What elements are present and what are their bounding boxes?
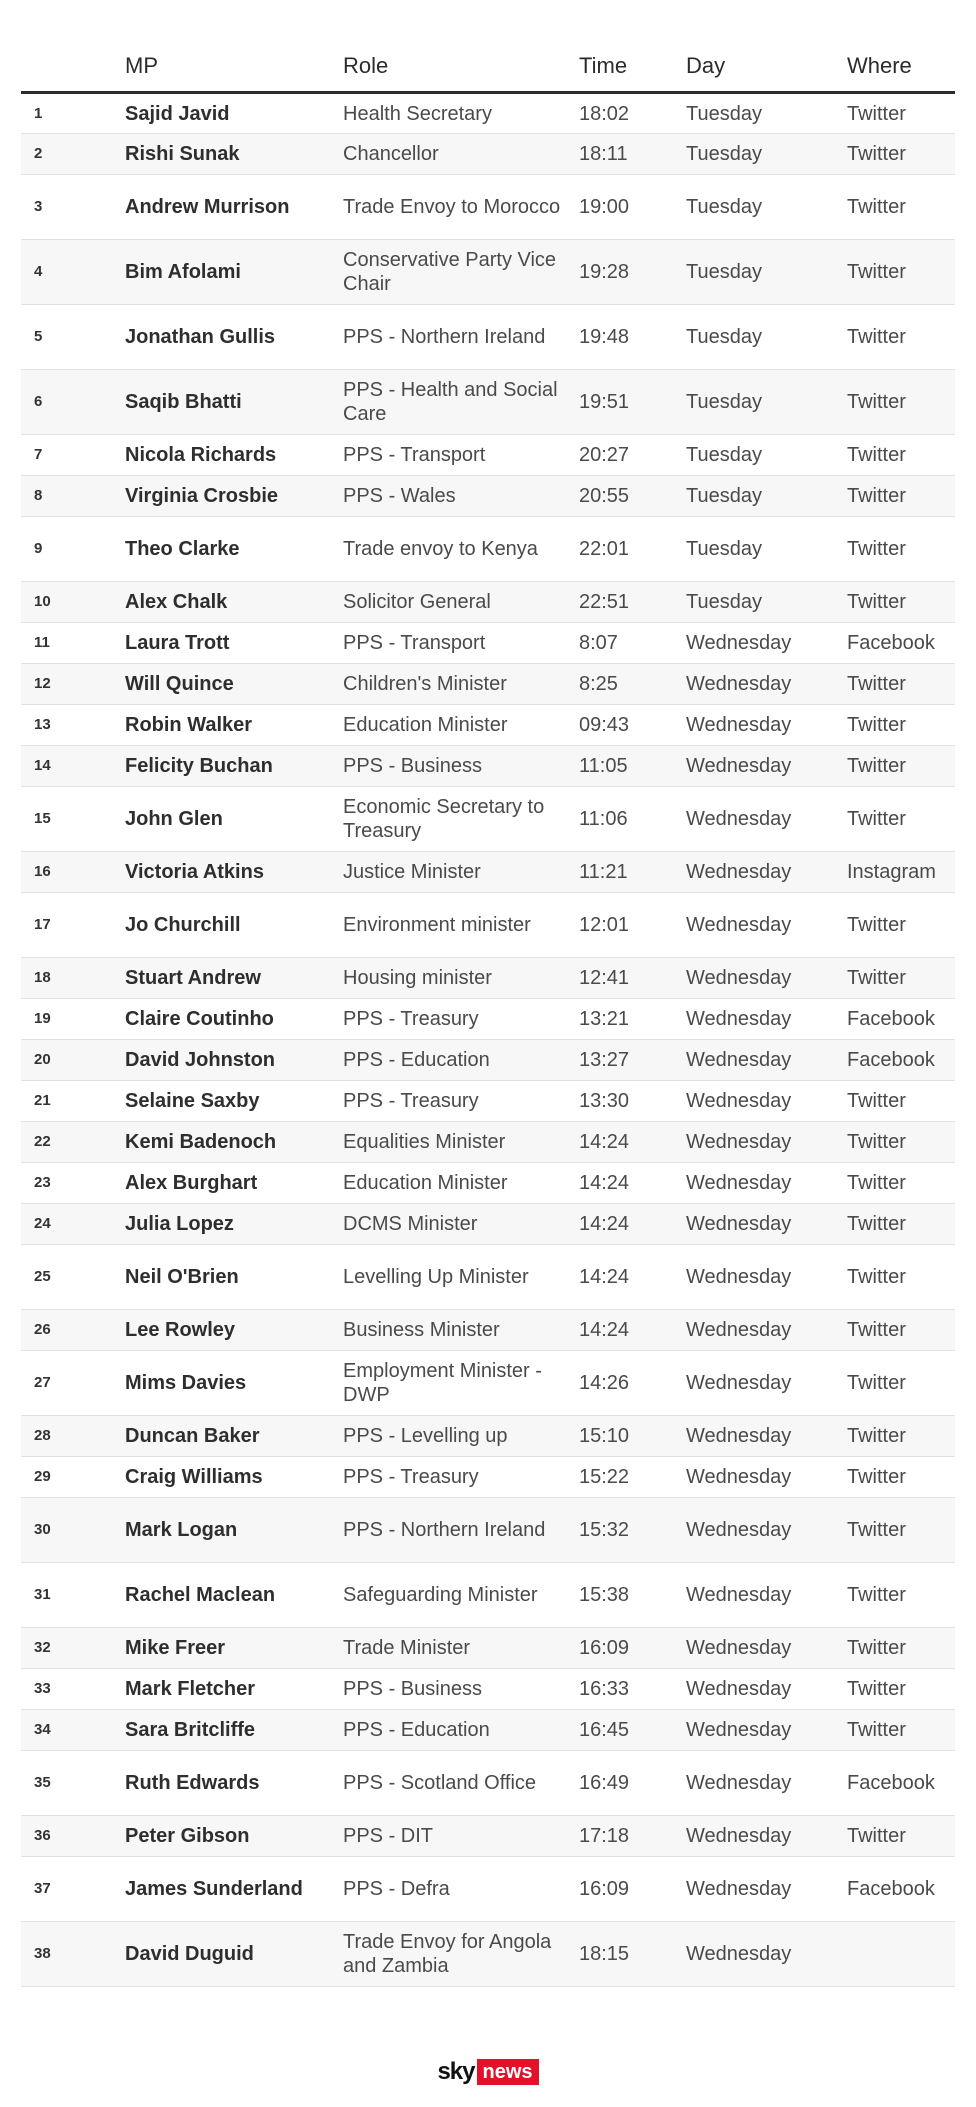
cell-role: Environment minister (343, 893, 579, 958)
cell-time: 20:27 (579, 435, 686, 476)
table-row (21, 175, 955, 240)
cell-num: 12 (21, 664, 125, 705)
cell-role: PPS - Treasury (343, 1081, 579, 1122)
cell-time: 15:22 (579, 1457, 686, 1498)
cell-role: PPS - Wales (343, 476, 579, 517)
cell-mp: Julia Lopez (125, 1204, 343, 1245)
cell-mp: Stuart Andrew (125, 958, 343, 999)
cell-num: 14 (21, 746, 125, 787)
sky-news-logo (0, 2058, 976, 2086)
cell-day: Wednesday (686, 1040, 847, 1081)
cell-day: Wednesday (686, 893, 847, 958)
cell-day: Wednesday (686, 1498, 847, 1563)
cell-num: 27 (21, 1351, 125, 1416)
header-num (21, 40, 125, 93)
table-row (21, 852, 955, 893)
cell-day: Wednesday (686, 664, 847, 705)
cell-day: Tuesday (686, 370, 847, 435)
cell-mp: Laura Trott (125, 623, 343, 664)
cell-mp: Mark Fletcher (125, 1669, 343, 1710)
cell-role: PPS - Northern Ireland (343, 1498, 579, 1563)
cell-where: Twitter (847, 305, 955, 370)
cell-day: Wednesday (686, 1122, 847, 1163)
header-mp: MP (125, 40, 343, 93)
cell-time: 22:01 (579, 517, 686, 582)
cell-num: 38 (21, 1922, 125, 1987)
cell-day: Tuesday (686, 517, 847, 582)
cell-role: PPS - Education (343, 1710, 579, 1751)
cell-day: Wednesday (686, 1351, 847, 1416)
cell-mp: Victoria Atkins (125, 852, 343, 893)
cell-where: Twitter (847, 958, 955, 999)
cell-time: 8:25 (579, 664, 686, 705)
cell-where: Twitter (847, 240, 955, 305)
cell-role: Equalities Minister (343, 1122, 579, 1163)
cell-day: Wednesday (686, 1628, 847, 1669)
logo-news-badge: news (477, 2059, 539, 2085)
cell-mp: Peter Gibson (125, 1816, 343, 1857)
cell-num: 9 (21, 517, 125, 582)
cell-day: Wednesday (686, 1457, 847, 1498)
cell-time: 15:10 (579, 1416, 686, 1457)
table-row (21, 1310, 955, 1351)
resignations-table-container (21, 40, 955, 1987)
cell-role: Safeguarding Minister (343, 1563, 579, 1628)
cell-where: Facebook (847, 623, 955, 664)
cell-where: Twitter (847, 93, 955, 134)
cell-time: 15:32 (579, 1498, 686, 1563)
cell-time: 11:06 (579, 787, 686, 852)
cell-day: Wednesday (686, 1416, 847, 1457)
cell-time: 12:01 (579, 893, 686, 958)
table-row (21, 1710, 955, 1751)
header-where: Where (847, 40, 955, 93)
cell-mp: Robin Walker (125, 705, 343, 746)
cell-mp: Theo Clarke (125, 517, 343, 582)
table-row (21, 305, 955, 370)
cell-where: Twitter (847, 1457, 955, 1498)
cell-num: 8 (21, 476, 125, 517)
cell-role: Trade Minister (343, 1628, 579, 1669)
cell-num: 28 (21, 1416, 125, 1457)
cell-num: 26 (21, 1310, 125, 1351)
cell-mp: Sara Britcliffe (125, 1710, 343, 1751)
cell-num: 33 (21, 1669, 125, 1710)
cell-mp: Jonathan Gullis (125, 305, 343, 370)
cell-num: 16 (21, 852, 125, 893)
cell-where: Twitter (847, 175, 955, 240)
cell-where: Twitter (847, 1710, 955, 1751)
cell-day: Tuesday (686, 240, 847, 305)
cell-where: Twitter (847, 370, 955, 435)
cell-where: Twitter (847, 1416, 955, 1457)
cell-mp: Duncan Baker (125, 1416, 343, 1457)
cell-role: PPS - Transport (343, 435, 579, 476)
cell-role: Health Secretary (343, 93, 579, 134)
cell-role: PPS - Education (343, 1040, 579, 1081)
cell-day: Wednesday (686, 1310, 847, 1351)
cell-mp: Saqib Bhatti (125, 370, 343, 435)
cell-num: 4 (21, 240, 125, 305)
cell-num: 10 (21, 582, 125, 623)
table-row (21, 1351, 955, 1416)
table-row (21, 1040, 955, 1081)
cell-mp: Bim Afolami (125, 240, 343, 305)
cell-role: PPS - Treasury (343, 999, 579, 1040)
cell-time: 14:24 (579, 1163, 686, 1204)
cell-where: Twitter (847, 1563, 955, 1628)
table-body (21, 93, 955, 1987)
cell-day: Wednesday (686, 787, 847, 852)
table-row (21, 1857, 955, 1922)
cell-where: Twitter (847, 787, 955, 852)
cell-day: Wednesday (686, 1163, 847, 1204)
cell-time: 14:24 (579, 1122, 686, 1163)
cell-time: 13:30 (579, 1081, 686, 1122)
cell-time: 19:00 (579, 175, 686, 240)
cell-mp: Alex Burghart (125, 1163, 343, 1204)
table-row (21, 1204, 955, 1245)
header-time: Time (579, 40, 686, 93)
cell-day: Wednesday (686, 999, 847, 1040)
cell-num: 13 (21, 705, 125, 746)
cell-num: 5 (21, 305, 125, 370)
cell-time: 14:24 (579, 1204, 686, 1245)
cell-day: Wednesday (686, 1922, 847, 1987)
cell-time: 8:07 (579, 623, 686, 664)
cell-mp: Kemi Badenoch (125, 1122, 343, 1163)
table-row (21, 1245, 955, 1310)
cell-num: 25 (21, 1245, 125, 1310)
table-row (21, 134, 955, 175)
cell-time: 09:43 (579, 705, 686, 746)
cell-mp: Sajid Javid (125, 93, 343, 134)
header-day: Day (686, 40, 847, 93)
table-row (21, 1751, 955, 1816)
cell-num: 23 (21, 1163, 125, 1204)
cell-where (847, 1922, 955, 1987)
cell-role: PPS - Levelling up (343, 1416, 579, 1457)
cell-role: Solicitor General (343, 582, 579, 623)
cell-where: Facebook (847, 1857, 955, 1922)
cell-num: 24 (21, 1204, 125, 1245)
cell-where: Twitter (847, 1081, 955, 1122)
header-row (21, 40, 955, 93)
table-row (21, 746, 955, 787)
cell-num: 21 (21, 1081, 125, 1122)
cell-day: Wednesday (686, 1563, 847, 1628)
cell-where: Twitter (847, 476, 955, 517)
table-row (21, 1122, 955, 1163)
table-row (21, 93, 955, 134)
cell-where: Twitter (847, 435, 955, 476)
table-row (21, 1457, 955, 1498)
cell-mp: Mark Logan (125, 1498, 343, 1563)
cell-role: Education Minister (343, 1163, 579, 1204)
table-row (21, 893, 955, 958)
cell-time: 13:21 (579, 999, 686, 1040)
table-row (21, 517, 955, 582)
cell-day: Wednesday (686, 746, 847, 787)
cell-mp: Felicity Buchan (125, 746, 343, 787)
table-row (21, 705, 955, 746)
cell-day: Wednesday (686, 1669, 847, 1710)
cell-time: 13:27 (579, 1040, 686, 1081)
cell-where: Twitter (847, 664, 955, 705)
cell-role: Justice Minister (343, 852, 579, 893)
table-row (21, 240, 955, 305)
cell-num: 31 (21, 1563, 125, 1628)
cell-where: Twitter (847, 746, 955, 787)
cell-role: Economic Secretary to Treasury (343, 787, 579, 852)
cell-role: Trade Envoy for Angola and Zambia (343, 1922, 579, 1987)
cell-where: Twitter (847, 1669, 955, 1710)
cell-time: 16:09 (579, 1628, 686, 1669)
cell-mp: Will Quince (125, 664, 343, 705)
header-role: Role (343, 40, 579, 93)
table-row (21, 1816, 955, 1857)
cell-time: 22:51 (579, 582, 686, 623)
cell-role: PPS - Defra (343, 1857, 579, 1922)
cell-num: 34 (21, 1710, 125, 1751)
cell-time: 19:48 (579, 305, 686, 370)
cell-num: 2 (21, 134, 125, 175)
table-row (21, 1628, 955, 1669)
cell-num: 22 (21, 1122, 125, 1163)
cell-num: 19 (21, 999, 125, 1040)
cell-role: PPS - Transport (343, 623, 579, 664)
cell-where: Twitter (847, 517, 955, 582)
cell-num: 15 (21, 787, 125, 852)
cell-mp: Rachel Maclean (125, 1563, 343, 1628)
cell-day: Tuesday (686, 435, 847, 476)
cell-role: Children's Minister (343, 664, 579, 705)
cell-day: Wednesday (686, 1204, 847, 1245)
cell-mp: Ruth Edwards (125, 1751, 343, 1816)
cell-time: 16:49 (579, 1751, 686, 1816)
cell-mp: Selaine Saxby (125, 1081, 343, 1122)
cell-where: Twitter (847, 1204, 955, 1245)
table-row (21, 958, 955, 999)
cell-mp: Rishi Sunak (125, 134, 343, 175)
cell-where: Facebook (847, 1751, 955, 1816)
cell-time: 18:15 (579, 1922, 686, 1987)
cell-time: 16:33 (579, 1669, 686, 1710)
cell-where: Twitter (847, 1351, 955, 1416)
cell-time: 19:28 (579, 240, 686, 305)
table-row (21, 787, 955, 852)
cell-role: PPS - DIT (343, 1816, 579, 1857)
cell-where: Twitter (847, 893, 955, 958)
cell-time: 11:21 (579, 852, 686, 893)
cell-where: Facebook (847, 999, 955, 1040)
cell-mp: Mims Davies (125, 1351, 343, 1416)
cell-day: Wednesday (686, 1081, 847, 1122)
cell-role: Trade Envoy to Morocco (343, 175, 579, 240)
table-row (21, 1563, 955, 1628)
table-row (21, 999, 955, 1040)
cell-where: Twitter (847, 1245, 955, 1310)
cell-where: Twitter (847, 1816, 955, 1857)
cell-time: 14:24 (579, 1310, 686, 1351)
table-row (21, 370, 955, 435)
cell-mp: Mike Freer (125, 1628, 343, 1669)
cell-where: Twitter (847, 134, 955, 175)
table-header (21, 40, 955, 93)
cell-num: 7 (21, 435, 125, 476)
cell-mp: Virginia Crosbie (125, 476, 343, 517)
cell-day: Wednesday (686, 1710, 847, 1751)
cell-num: 36 (21, 1816, 125, 1857)
cell-mp: James Sunderland (125, 1857, 343, 1922)
cell-where: Twitter (847, 1163, 955, 1204)
cell-mp: Jo Churchill (125, 893, 343, 958)
cell-role: PPS - Health and Social Care (343, 370, 579, 435)
cell-day: Wednesday (686, 1857, 847, 1922)
cell-where: Twitter (847, 1310, 955, 1351)
cell-num: 32 (21, 1628, 125, 1669)
cell-mp: Andrew Murrison (125, 175, 343, 240)
cell-role: Employment Minister - DWP (343, 1351, 579, 1416)
cell-time: 18:02 (579, 93, 686, 134)
cell-mp: Craig Williams (125, 1457, 343, 1498)
cell-mp: David Johnston (125, 1040, 343, 1081)
cell-day: Wednesday (686, 1816, 847, 1857)
table-row (21, 1081, 955, 1122)
cell-role: Education Minister (343, 705, 579, 746)
cell-num: 20 (21, 1040, 125, 1081)
cell-where: Twitter (847, 1628, 955, 1669)
table-row (21, 582, 955, 623)
cell-num: 30 (21, 1498, 125, 1563)
cell-num: 37 (21, 1857, 125, 1922)
cell-time: 11:05 (579, 746, 686, 787)
cell-day: Wednesday (686, 1245, 847, 1310)
cell-day: Wednesday (686, 852, 847, 893)
cell-role: PPS - Treasury (343, 1457, 579, 1498)
table-row (21, 1922, 955, 1987)
table-row (21, 1498, 955, 1563)
cell-mp: David Duguid (125, 1922, 343, 1987)
cell-where: Twitter (847, 705, 955, 746)
cell-role: Levelling Up Minister (343, 1245, 579, 1310)
cell-time: 20:55 (579, 476, 686, 517)
cell-num: 29 (21, 1457, 125, 1498)
cell-time: 15:38 (579, 1563, 686, 1628)
table-row (21, 435, 955, 476)
cell-mp: Alex Chalk (125, 582, 343, 623)
cell-mp: Claire Coutinho (125, 999, 343, 1040)
cell-mp: Neil O'Brien (125, 1245, 343, 1310)
cell-where: Twitter (847, 1122, 955, 1163)
cell-day: Wednesday (686, 1751, 847, 1816)
cell-day: Tuesday (686, 476, 847, 517)
cell-role: PPS - Business (343, 746, 579, 787)
cell-role: Business Minister (343, 1310, 579, 1351)
cell-time: 14:26 (579, 1351, 686, 1416)
cell-num: 1 (21, 93, 125, 134)
cell-mp: Lee Rowley (125, 1310, 343, 1351)
cell-time: 19:51 (579, 370, 686, 435)
table-row (21, 476, 955, 517)
cell-role: PPS - Scotland Office (343, 1751, 579, 1816)
cell-mp: John Glen (125, 787, 343, 852)
cell-day: Tuesday (686, 582, 847, 623)
cell-role: Conservative Party Vice Chair (343, 240, 579, 305)
cell-role: Trade envoy to Kenya (343, 517, 579, 582)
cell-num: 17 (21, 893, 125, 958)
cell-day: Tuesday (686, 134, 847, 175)
cell-role: PPS - Business (343, 1669, 579, 1710)
cell-time: 16:45 (579, 1710, 686, 1751)
table-row (21, 1163, 955, 1204)
cell-where: Facebook (847, 1040, 955, 1081)
cell-time: 17:18 (579, 1816, 686, 1857)
cell-where: Twitter (847, 1498, 955, 1563)
cell-time: 12:41 (579, 958, 686, 999)
cell-day: Wednesday (686, 705, 847, 746)
resignations-table (21, 40, 955, 1987)
cell-time: 14:24 (579, 1245, 686, 1310)
cell-role: Housing minister (343, 958, 579, 999)
cell-num: 6 (21, 370, 125, 435)
cell-where: Instagram (847, 852, 955, 893)
cell-time: 18:11 (579, 134, 686, 175)
cell-day: Tuesday (686, 175, 847, 240)
cell-where: Twitter (847, 582, 955, 623)
cell-mp: Nicola Richards (125, 435, 343, 476)
cell-role: PPS - Northern Ireland (343, 305, 579, 370)
cell-role: DCMS Minister (343, 1204, 579, 1245)
cell-num: 35 (21, 1751, 125, 1816)
cell-day: Tuesday (686, 93, 847, 134)
cell-num: 11 (21, 623, 125, 664)
logo-sky-text: sky (437, 2058, 475, 2085)
cell-role: Chancellor (343, 134, 579, 175)
table-row (21, 1416, 955, 1457)
table-row (21, 664, 955, 705)
cell-day: Wednesday (686, 958, 847, 999)
cell-num: 3 (21, 175, 125, 240)
cell-num: 18 (21, 958, 125, 999)
cell-time: 16:09 (579, 1857, 686, 1922)
cell-day: Tuesday (686, 305, 847, 370)
table-row (21, 623, 955, 664)
table-row (21, 1669, 955, 1710)
cell-day: Wednesday (686, 623, 847, 664)
